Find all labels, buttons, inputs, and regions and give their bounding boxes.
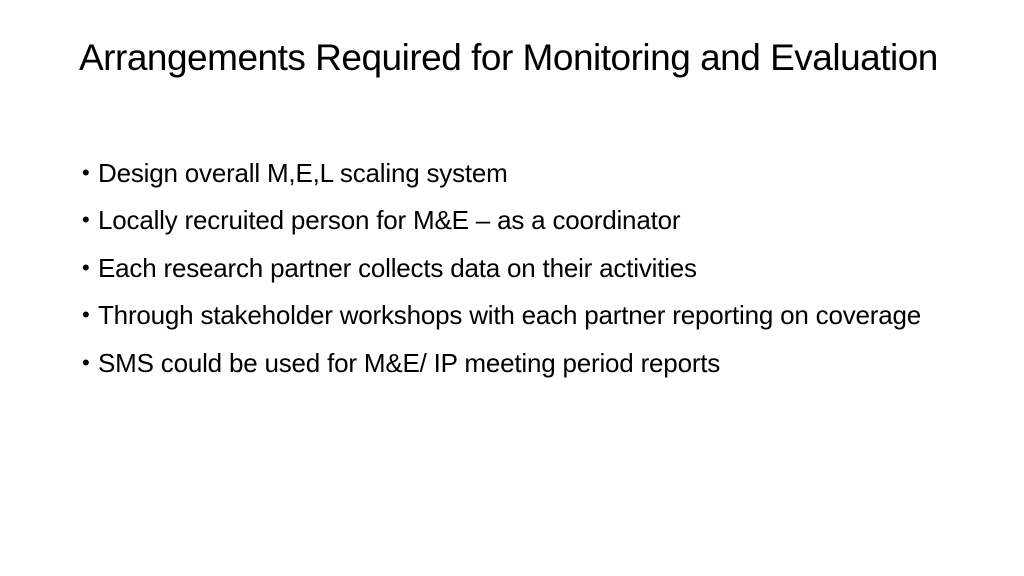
list-item [79,345,959,381]
slide-title: Arrangements Required for Monitoring and Evaluation [79,37,938,78]
bullet-icon: • [82,302,90,328]
bullet-list [79,155,959,392]
bullet-text: Through stakeholder workshops with each partner reporting on coverage [98,300,922,331]
bullet-icon: • [82,349,90,375]
list-item [79,202,959,238]
bullet-text: Design overall M,E,L scaling system [98,158,508,188]
bullet-text: Locally recruited person for M&E – as a coordinator [98,205,681,236]
bullet-text: Each research partner collects data on their activities [98,252,697,283]
list-item [79,250,959,286]
list-item [79,155,959,191]
bullet-icon: • [82,160,90,185]
bullet-icon: • [82,207,90,233]
bullet-icon: • [82,254,90,280]
list-item [79,297,959,333]
bullet-text: SMS could be used for M&E/ IP meeting period reports [98,347,721,378]
